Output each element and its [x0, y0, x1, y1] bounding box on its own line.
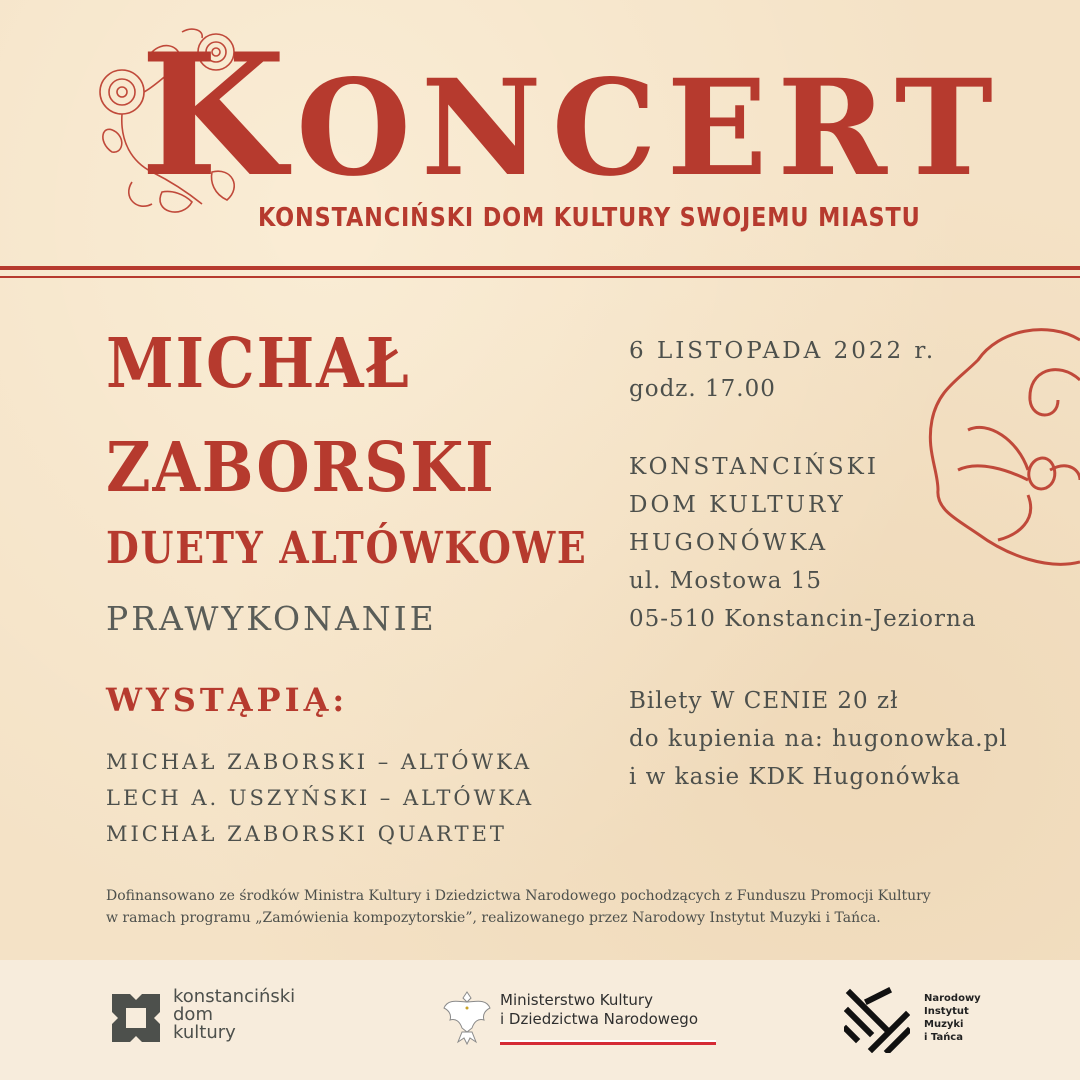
artist-name: MICHAŁ ZABORSKI: [106, 324, 496, 508]
ticket-price: Bilety W CENIE 20 zł: [629, 688, 899, 714]
venue-street: ul. Mostowa 15: [629, 568, 823, 594]
polish-flag-stripe: [500, 1040, 716, 1045]
event-datetime: [629, 332, 936, 408]
nimit-logo-text: Narodowy Instytut Muzyki i Tańca: [924, 993, 981, 1043]
concert-title: KONCERT: [140, 16, 1003, 214]
performer-item: MICHAŁ ZABORSKI QUARTET: [106, 822, 507, 846]
event-time: godz. 17.00: [629, 376, 776, 402]
divider-thin: [0, 276, 1080, 278]
event-date: 6 LISTOPADA 2022 r.: [629, 338, 937, 364]
ticket-box-office: i w kasie KDK Hugonówka: [629, 764, 961, 790]
performers-list: [106, 744, 534, 852]
work-title: DUETY ALTÓWKOWE: [106, 523, 588, 574]
venue-city: 05-510 Konstancin-Jeziorna: [629, 606, 977, 632]
ministry-logo: [440, 988, 730, 1052]
ticket-online: do kupienia na: hugonowka.pl: [629, 726, 1008, 752]
divider-thick: [0, 266, 1080, 270]
venue-name-1: KONSTANCIŃSKI: [629, 454, 879, 480]
eagle-emblem-icon: [440, 988, 494, 1046]
performers-heading: WYSTĄPIĄ:: [106, 681, 349, 719]
venue-name-2: DOM KULTURY: [629, 492, 846, 518]
performer-item: MICHAŁ ZABORSKI – ALTÓWKA: [106, 750, 533, 774]
funding-credits: Dofinansowano ze środków Ministra Kultury i Dziedzictwa Narodowego pochodzących z Funduszu Promocji Kultury w ramach programu „Zamówienia kompozytorskie”, realizowanego przez Narodowy Instytut Muzyki i Tańca.: [106, 888, 931, 926]
kdk-logo-text: konstancińskі dom kultury: [173, 986, 296, 1043]
ministry-logo-text: Ministerstwo Kultury i Dziedzictwa Narodowego: [500, 991, 698, 1028]
ticket-info: [629, 682, 1008, 796]
nimit-logo: [844, 987, 1024, 1055]
nimit-logo-icon: [844, 987, 910, 1053]
performer-item: LECH A. USZYŃSKI – ALTÓWKA: [106, 786, 535, 810]
kdk-logo: [106, 986, 366, 1050]
premiere-label: PRAWYKONANIE: [106, 599, 437, 638]
venue-name-3: HUGONÓWKA: [629, 530, 829, 556]
kdk-logo-icon: [106, 988, 166, 1048]
organizer-subtitle: KONSTANCIŃSKI DOM KULTURY SWOJEMU MIASTU: [258, 203, 921, 233]
event-venue: [629, 448, 977, 638]
